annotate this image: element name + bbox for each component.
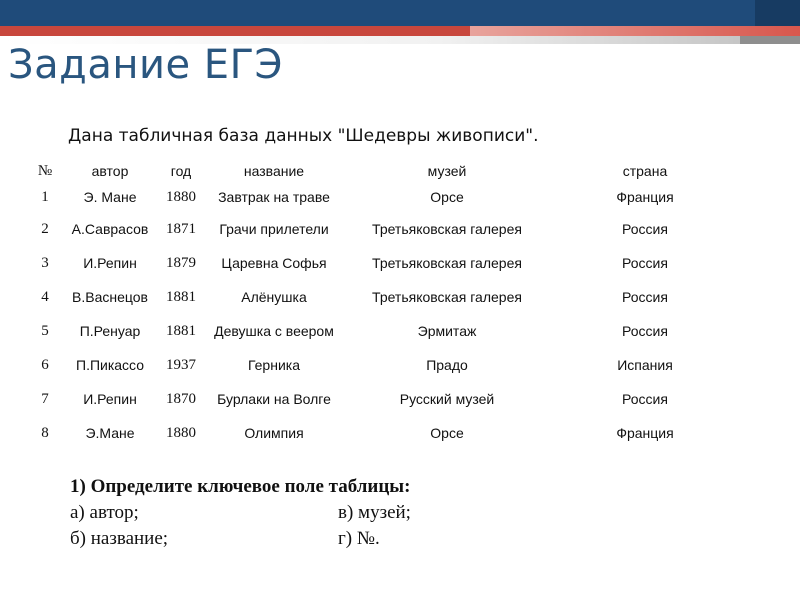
table-row bbox=[30, 280, 742, 314]
cell-author: В.Васнецов bbox=[72, 289, 148, 305]
cell-author: А.Саврасов bbox=[71, 221, 149, 237]
cell-museum: Третьяковская галерея bbox=[372, 255, 522, 271]
cell-year: 1880 bbox=[166, 424, 196, 441]
cell-author: П.Ренуар bbox=[79, 323, 141, 339]
cell-museum: Третьяковская галерея bbox=[372, 221, 522, 237]
cell-country: Испания bbox=[617, 357, 673, 373]
answer-a: а) автор; bbox=[70, 502, 139, 523]
cell-museum: Русский музей bbox=[399, 391, 495, 407]
cell-country: Франция bbox=[616, 189, 674, 205]
cell-year: 1871 bbox=[166, 220, 196, 237]
cell-country: Россия bbox=[622, 391, 668, 407]
answer-c: в) музей; bbox=[338, 502, 411, 523]
cell-country: Франция bbox=[616, 425, 674, 441]
answer-b: б) название; bbox=[70, 528, 169, 549]
header-num: № bbox=[37, 162, 53, 179]
table-row bbox=[30, 246, 742, 280]
cell-num: 8 bbox=[41, 424, 49, 441]
cell-country: Россия bbox=[622, 289, 668, 305]
cell-name: Алёнушка bbox=[241, 289, 307, 305]
table-header-row bbox=[30, 160, 742, 182]
header-navy-bar bbox=[0, 0, 800, 26]
cell-name: Бурлаки на Волге bbox=[217, 391, 331, 407]
cell-author: П.Пикассо bbox=[76, 357, 144, 373]
table-body bbox=[30, 182, 742, 450]
header-grey-accent bbox=[740, 36, 800, 44]
header-country: страна bbox=[622, 163, 668, 179]
paintings-table bbox=[30, 160, 742, 450]
cell-year: 1879 bbox=[166, 254, 196, 271]
header-museum: музей bbox=[427, 163, 467, 179]
question-text: 1) Определите ключевое поле таблицы: bbox=[70, 476, 411, 497]
cell-num: 4 bbox=[41, 288, 49, 305]
table-row bbox=[30, 212, 742, 246]
cell-year: 1881 bbox=[166, 322, 196, 339]
cell-year: 1870 bbox=[166, 390, 196, 407]
cell-year: 1880 bbox=[166, 188, 196, 205]
answer-d: г) №. bbox=[338, 528, 380, 549]
cell-museum: Орсе bbox=[430, 425, 464, 441]
table-row bbox=[30, 416, 742, 450]
cell-name: Завтрак на траве bbox=[218, 189, 330, 205]
table-row bbox=[30, 314, 742, 348]
cell-author: И.Репин bbox=[83, 391, 137, 407]
cell-museum: Прадо bbox=[426, 357, 468, 373]
intro-text: Дана табличная база данных "Шедевры живописи". bbox=[68, 126, 539, 146]
cell-country: Россия bbox=[622, 255, 668, 271]
cell-num: 7 bbox=[41, 390, 49, 407]
cell-year: 1881 bbox=[166, 288, 196, 305]
cell-name: Девушка с веером bbox=[214, 323, 334, 339]
cell-author: Э. Мане bbox=[83, 189, 137, 205]
header-year: год bbox=[170, 163, 192, 179]
cell-country: Россия bbox=[622, 323, 668, 339]
table-row bbox=[30, 182, 742, 212]
cell-num: 5 bbox=[41, 322, 49, 339]
table-row bbox=[30, 348, 742, 382]
cell-num: 3 bbox=[41, 254, 49, 271]
cell-num: 6 bbox=[41, 356, 49, 373]
header-red-accent bbox=[470, 26, 800, 36]
cell-author: Э.Мане bbox=[85, 425, 135, 441]
cell-country: Россия bbox=[622, 221, 668, 237]
cell-name: Грачи прилетели bbox=[219, 221, 329, 237]
table-row bbox=[30, 382, 742, 416]
cell-museum: Третьяковская галерея bbox=[372, 289, 522, 305]
cell-museum: Эрмитаж bbox=[417, 323, 477, 339]
header-navy-accent bbox=[755, 0, 800, 26]
cell-author: И.Репин bbox=[83, 255, 137, 271]
cell-num: 2 bbox=[41, 220, 49, 237]
cell-name: Олимпия bbox=[244, 425, 304, 441]
cell-year: 1937 bbox=[166, 356, 196, 373]
slide-title: Задание ЕГЭ bbox=[8, 42, 283, 88]
cell-museum: Орсе bbox=[430, 189, 464, 205]
header-name: название bbox=[243, 163, 305, 179]
cell-name: Царевна Софья bbox=[221, 255, 327, 271]
cell-num: 1 bbox=[41, 188, 49, 205]
cell-name: Герника bbox=[248, 357, 300, 373]
header-author: автор bbox=[91, 163, 129, 179]
